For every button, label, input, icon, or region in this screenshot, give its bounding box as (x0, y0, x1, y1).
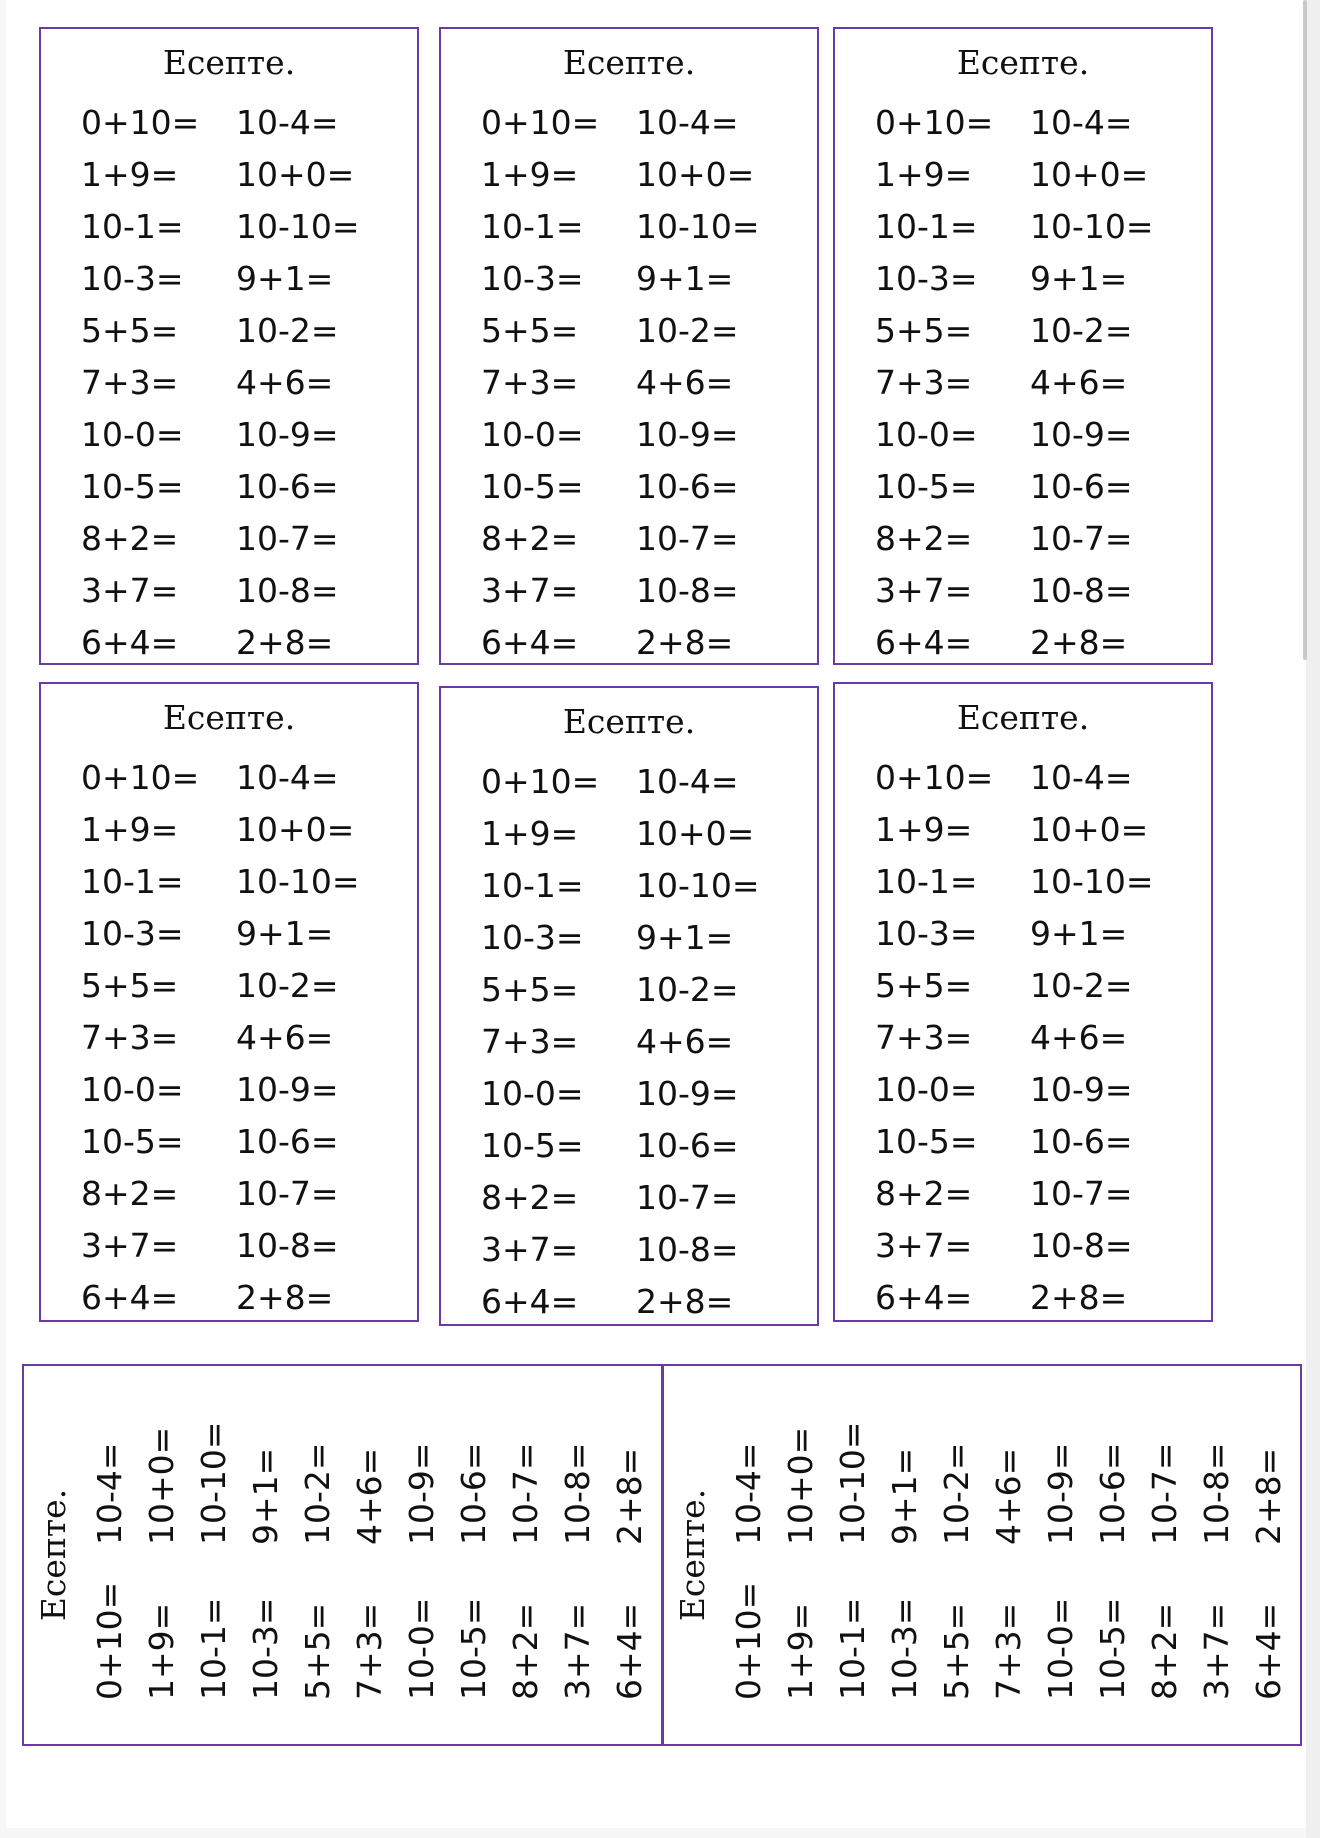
problem-right: 4+6= (236, 1018, 334, 1057)
problem-row (41, 305, 417, 357)
problem-right: 4+6= (636, 363, 734, 402)
problem-row (41, 565, 417, 617)
problem-row (723, 1370, 775, 1740)
problem-left: 7+3= (81, 363, 179, 402)
problem-left: 3+7= (875, 1226, 973, 1265)
card-title: Есепте. (562, 43, 696, 82)
problem-left: 10-3= (245, 1597, 285, 1700)
scrollbar-thumb[interactable] (1303, 0, 1307, 660)
problem-row (41, 253, 417, 305)
problem-row (41, 97, 417, 149)
problem-left: 10-1= (833, 1597, 872, 1700)
problem-right: 10-4= (636, 103, 739, 142)
problem-left: 0+10= (729, 1581, 768, 1700)
problem-right: 10-10= (636, 866, 760, 905)
problem-right: 10-6= (636, 467, 739, 506)
problem-left: 10-5= (481, 1126, 584, 1165)
problem-left: 1+9= (875, 155, 973, 194)
problem-right: 10-10= (833, 1421, 872, 1545)
card-title: Есепте. (956, 43, 1090, 82)
problem-left: 10-5= (1093, 1597, 1132, 1700)
problem-right: 2+8= (236, 1278, 334, 1317)
problem-left: 7+3= (875, 1018, 973, 1057)
problem-row (441, 1120, 817, 1172)
problem-row (441, 1068, 817, 1120)
rotated-content (28, 1370, 658, 1740)
problem-row (835, 804, 1211, 856)
problem-right: 10-6= (636, 1126, 739, 1165)
problem-row (41, 908, 417, 960)
problem-row (441, 149, 817, 201)
problem-row (188, 1370, 240, 1740)
problem-row (441, 1276, 817, 1328)
card-title: Есепте. (673, 1488, 712, 1622)
problem-left: 8+2= (505, 1602, 545, 1700)
problem-right: 9+1= (236, 259, 334, 298)
problem-left: 7+3= (81, 1018, 179, 1057)
problem-right: 10-7= (636, 1178, 739, 1217)
problem-right: 10+0= (236, 810, 355, 849)
problem-right: 10-9= (236, 1070, 339, 1109)
problem-row (41, 461, 417, 513)
problem-right: 10-4= (1030, 103, 1133, 142)
problem-left: 0+10= (481, 103, 600, 142)
problem-right: 2+8= (1030, 1278, 1128, 1317)
problem-row (41, 960, 417, 1012)
problem-right: 10-7= (236, 519, 339, 558)
problem-left: 6+4= (81, 623, 179, 662)
problem-left: 5+5= (875, 311, 973, 350)
problem-right: 10-4= (636, 762, 739, 801)
problem-right: 2+8= (636, 1282, 734, 1321)
problem-row (835, 201, 1211, 253)
problem-left: 10-0= (481, 415, 584, 454)
problem-right: 10+0= (1030, 155, 1149, 194)
problem-right: 10-2= (1030, 311, 1133, 350)
problem-left: 7+3= (875, 363, 973, 402)
problem-left: 3+7= (557, 1602, 597, 1700)
problem-right: 4+6= (989, 1447, 1028, 1545)
problem-row (441, 912, 817, 964)
problem-row (775, 1370, 827, 1740)
problem-right: 4+6= (636, 1022, 734, 1061)
problem-left: 10-5= (453, 1597, 493, 1700)
problem-right: 2+8= (636, 623, 734, 662)
problem-row (448, 1370, 500, 1740)
problem-right: 4+6= (236, 363, 334, 402)
problem-right: 10-8= (1030, 1226, 1133, 1265)
problem-row (41, 1168, 417, 1220)
problem-row (41, 201, 417, 253)
problem-left: 5+5= (937, 1602, 976, 1700)
problem-right: 10-7= (1145, 1442, 1184, 1545)
problem-left: 0+10= (89, 1581, 129, 1700)
problem-left: 10-5= (875, 467, 978, 506)
problem-right: 10-4= (236, 103, 339, 142)
card-title: Есепте. (162, 698, 296, 737)
problem-right: 10-4= (1030, 758, 1133, 797)
problem-row (41, 1064, 417, 1116)
problem-left: 10-3= (875, 259, 978, 298)
problem-row (1035, 1370, 1087, 1740)
problem-row (835, 1168, 1211, 1220)
problem-row (41, 1220, 417, 1272)
problem-row (240, 1370, 292, 1740)
problem-right: 4+6= (349, 1447, 389, 1545)
problem-left: 10-1= (481, 207, 584, 246)
problem-right: 10-2= (1030, 966, 1133, 1005)
problem-right: 10-8= (636, 1230, 739, 1269)
problem-right: 10+0= (1030, 810, 1149, 849)
problem-right: 10-10= (636, 207, 760, 246)
problem-right: 10-8= (557, 1442, 597, 1545)
problem-row (41, 409, 417, 461)
card-title: Есепте. (956, 698, 1090, 737)
problem-row (1243, 1370, 1295, 1740)
problem-row (41, 804, 417, 856)
problem-right: 10-2= (937, 1442, 976, 1545)
problem-right: 2+8= (1030, 623, 1128, 662)
problem-left: 10-0= (875, 415, 978, 454)
worksheet-card-4 (39, 682, 419, 1322)
problem-left: 7+3= (481, 363, 579, 402)
problem-row (835, 1064, 1211, 1116)
problem-left: 1+9= (781, 1602, 820, 1700)
problem-left: 1+9= (481, 155, 579, 194)
problem-right: 10-10= (1030, 862, 1154, 901)
problem-right: 10+0= (781, 1426, 820, 1545)
problem-left: 10-1= (875, 862, 978, 901)
scrollbar-track[interactable] (1306, 0, 1320, 1838)
problem-left: 3+7= (1197, 1602, 1236, 1700)
problem-right: 10-2= (297, 1442, 337, 1545)
worksheet-sheet (6, 0, 1306, 1828)
problem-row (441, 1172, 817, 1224)
problem-row (835, 617, 1211, 669)
problem-row (835, 960, 1211, 1012)
problem-left: 6+4= (1249, 1602, 1288, 1700)
problem-left: 3+7= (81, 1226, 179, 1265)
problem-row (41, 752, 417, 804)
problem-row (441, 305, 817, 357)
problem-left: 10-0= (481, 1074, 584, 1113)
problem-left: 10-5= (81, 467, 184, 506)
problem-right: 10-9= (401, 1442, 441, 1545)
problem-left: 5+5= (81, 966, 179, 1005)
problem-left: 3+7= (81, 571, 179, 610)
problem-row (1191, 1370, 1243, 1740)
problem-right: 10-9= (1041, 1442, 1080, 1545)
problem-row (396, 1370, 448, 1740)
problem-row (84, 1370, 136, 1740)
problem-row (41, 357, 417, 409)
worksheet-card-2 (439, 27, 819, 665)
worksheet-card-rotated-2 (662, 1364, 1302, 1746)
problem-right: 2+8= (609, 1447, 649, 1545)
problem-row (552, 1370, 604, 1740)
problem-row (835, 565, 1211, 617)
problem-left: 10-3= (885, 1597, 924, 1700)
problem-row (441, 565, 817, 617)
problem-row (879, 1370, 931, 1740)
problem-left: 10-0= (401, 1597, 441, 1700)
problem-left: 7+3= (481, 1022, 579, 1061)
problem-left: 8+2= (875, 519, 973, 558)
problem-left: 5+5= (481, 311, 579, 350)
problem-right: 10-8= (1197, 1442, 1236, 1545)
problem-right: 10+0= (636, 814, 755, 853)
problem-left: 10-1= (875, 207, 978, 246)
problem-row (835, 1272, 1211, 1324)
problem-row (835, 357, 1211, 409)
problem-row (835, 149, 1211, 201)
problem-left: 0+10= (875, 103, 994, 142)
problem-row (41, 1116, 417, 1168)
problem-left: 8+2= (875, 1174, 973, 1213)
problem-right: 10-2= (236, 966, 339, 1005)
problem-right: 10+0= (636, 155, 755, 194)
problem-left: 10-3= (81, 914, 184, 953)
problem-right: 10-7= (236, 1174, 339, 1213)
problem-left: 1+9= (81, 155, 179, 194)
problem-row (1087, 1370, 1139, 1740)
problem-right: 10-10= (236, 862, 360, 901)
problem-row (835, 97, 1211, 149)
problem-left: 6+4= (609, 1602, 649, 1700)
problem-right: 10-2= (636, 311, 739, 350)
problem-row (931, 1370, 983, 1740)
problem-row (835, 513, 1211, 565)
problem-left: 5+5= (875, 966, 973, 1005)
problem-right: 2+8= (1249, 1447, 1288, 1545)
problem-row (441, 357, 817, 409)
problem-row (441, 253, 817, 305)
problem-right: 10-2= (636, 970, 739, 1009)
problem-right: 10+0= (236, 155, 355, 194)
problem-row (441, 860, 817, 912)
problem-left: 10-1= (481, 866, 584, 905)
card-title: Есепте. (162, 43, 296, 82)
problem-right: 9+1= (636, 259, 734, 298)
problem-left: 5+5= (481, 970, 579, 1009)
problem-left: 3+7= (481, 1230, 579, 1269)
problem-left: 10-3= (875, 914, 978, 953)
problem-right: 10-4= (89, 1442, 129, 1545)
problem-left: 0+10= (875, 758, 994, 797)
problem-left: 6+4= (481, 623, 579, 662)
problem-left: 10-3= (481, 259, 584, 298)
problem-left: 8+2= (1145, 1602, 1184, 1700)
problem-left: 10-3= (81, 259, 184, 298)
rotated-content (667, 1370, 1297, 1740)
problem-row (1139, 1370, 1191, 1740)
problem-left: 6+4= (81, 1278, 179, 1317)
problem-left: 10-5= (481, 467, 584, 506)
problem-left: 5+5= (81, 311, 179, 350)
problem-row (441, 1224, 817, 1276)
problem-right: 2+8= (236, 623, 334, 662)
problem-row (827, 1370, 879, 1740)
problem-left: 7+3= (349, 1602, 389, 1700)
problem-right: 10-9= (236, 415, 339, 454)
problem-left: 1+9= (141, 1602, 181, 1700)
problem-left: 10-1= (81, 207, 184, 246)
problem-right: 10-4= (236, 758, 339, 797)
card-title: Есепте. (562, 702, 696, 741)
problem-left: 1+9= (481, 814, 579, 853)
problem-row (835, 409, 1211, 461)
problem-left: 1+9= (81, 810, 179, 849)
problem-left: 0+10= (81, 758, 200, 797)
problem-right: 9+1= (885, 1447, 924, 1545)
problem-row (604, 1370, 656, 1740)
problem-left: 10-0= (1041, 1597, 1080, 1700)
worksheet-card-3 (833, 27, 1213, 665)
problem-right: 9+1= (245, 1447, 285, 1545)
problem-row (983, 1370, 1035, 1740)
problem-left: 6+4= (875, 623, 973, 662)
worksheet-card-6 (833, 682, 1213, 1322)
problem-right: 10-9= (636, 415, 739, 454)
problem-row (41, 1012, 417, 1064)
problem-left: 8+2= (81, 519, 179, 558)
problem-row (835, 253, 1211, 305)
problem-right: 9+1= (236, 914, 334, 953)
problem-right: 10-7= (505, 1442, 545, 1545)
problem-left: 10-3= (481, 918, 584, 957)
problem-right: 10-8= (236, 571, 339, 610)
problem-row (292, 1370, 344, 1740)
problem-row (835, 1116, 1211, 1168)
problem-left: 8+2= (81, 1174, 179, 1213)
problem-row (835, 752, 1211, 804)
problem-left: 10-1= (193, 1597, 233, 1700)
problem-row (835, 461, 1211, 513)
problem-row (41, 617, 417, 669)
problem-row (835, 1220, 1211, 1272)
problem-right: 4+6= (1030, 1018, 1128, 1057)
problem-left: 6+4= (481, 1282, 579, 1321)
problem-right: 10-10= (193, 1421, 233, 1545)
problem-left: 3+7= (875, 571, 973, 610)
problem-row (835, 856, 1211, 908)
problem-row (441, 513, 817, 565)
problem-row (41, 513, 417, 565)
problem-row (441, 461, 817, 513)
problem-right: 10-9= (1030, 1070, 1133, 1109)
problem-left: 8+2= (481, 1178, 579, 1217)
problem-left: 8+2= (481, 519, 579, 558)
worksheet-card-rotated-1 (22, 1364, 663, 1746)
problem-right: 10-9= (1030, 415, 1133, 454)
problem-right: 10-10= (236, 207, 360, 246)
problem-row (441, 1016, 817, 1068)
problem-left: 0+10= (481, 762, 600, 801)
problem-left: 1+9= (875, 810, 973, 849)
problem-left: 0+10= (81, 103, 200, 142)
problem-row (441, 756, 817, 808)
problem-right: 10-6= (236, 1122, 339, 1161)
problem-right: 10-6= (236, 467, 339, 506)
problem-left: 6+4= (875, 1278, 973, 1317)
problem-right: 10-9= (636, 1074, 739, 1113)
problem-right: 9+1= (1030, 914, 1128, 953)
problem-right: 9+1= (636, 918, 734, 957)
problem-row (344, 1370, 396, 1740)
problem-left: 7+3= (989, 1602, 1028, 1700)
problem-left: 3+7= (481, 571, 579, 610)
problem-row (441, 97, 817, 149)
problem-left: 10-0= (81, 1070, 184, 1109)
problem-right: 10-6= (1093, 1442, 1132, 1545)
problem-left: 10-0= (875, 1070, 978, 1109)
problem-left: 5+5= (297, 1602, 337, 1700)
problem-left: 10-0= (81, 415, 184, 454)
problem-left: 10-5= (81, 1122, 184, 1161)
problem-row (136, 1370, 188, 1740)
problem-right: 10-7= (1030, 1174, 1133, 1213)
worksheet-card-5 (439, 686, 819, 1326)
problem-right: 10-8= (1030, 571, 1133, 610)
problem-right: 10-6= (453, 1442, 493, 1545)
problem-right: 10-7= (636, 519, 739, 558)
problem-row (441, 808, 817, 860)
problem-right: 10-10= (1030, 207, 1154, 246)
problem-row (835, 1012, 1211, 1064)
problem-row (441, 964, 817, 1016)
problem-row (835, 305, 1211, 357)
problem-right: 10-2= (236, 311, 339, 350)
problem-row (441, 617, 817, 669)
problem-right: 10-6= (1030, 1122, 1133, 1161)
problem-right: 10-8= (636, 571, 739, 610)
problem-left: 10-1= (81, 862, 184, 901)
problem-row (441, 201, 817, 253)
problem-row (41, 856, 417, 908)
problem-right: 10-8= (236, 1226, 339, 1265)
card-title: Есепте. (33, 1488, 73, 1622)
worksheet-card-1 (39, 27, 419, 665)
problem-right: 10-6= (1030, 467, 1133, 506)
problem-left: 10-5= (875, 1122, 978, 1161)
problem-row (835, 908, 1211, 960)
problem-right: 10+0= (141, 1426, 181, 1545)
problem-row (500, 1370, 552, 1740)
problem-row (441, 409, 817, 461)
problem-row (41, 149, 417, 201)
problem-row (41, 1272, 417, 1324)
problem-right: 10-7= (1030, 519, 1133, 558)
problem-right: 4+6= (1030, 363, 1128, 402)
problem-right: 10-4= (729, 1442, 768, 1545)
problem-right: 9+1= (1030, 259, 1128, 298)
